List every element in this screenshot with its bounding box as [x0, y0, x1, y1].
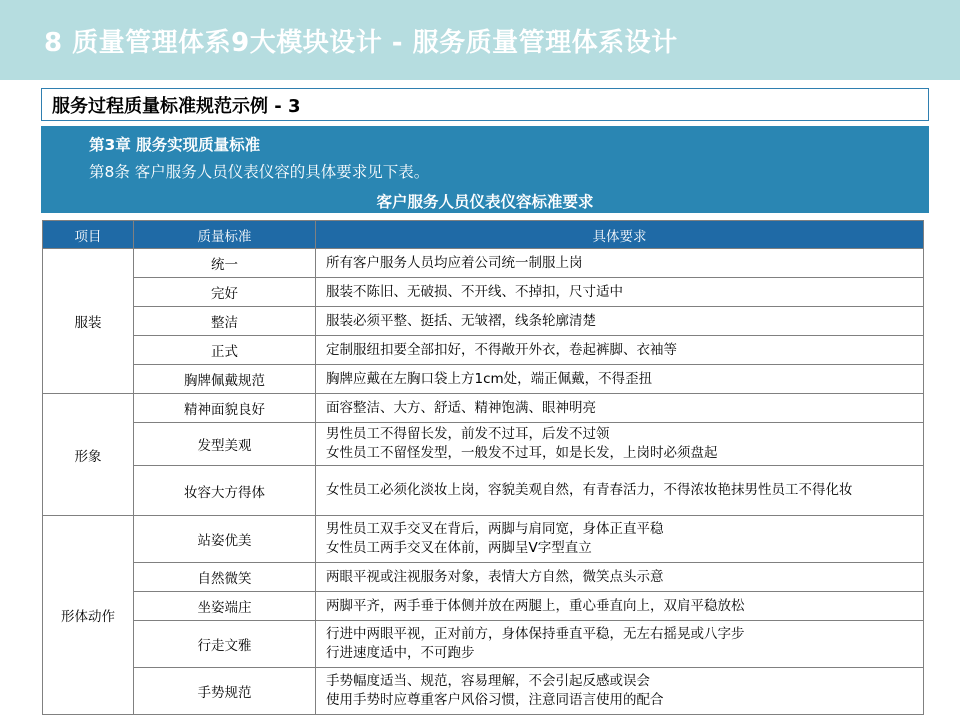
table-row [43, 668, 924, 715]
category-cell: 形体动作 [43, 516, 134, 715]
header-requirement: 具体要求 [316, 221, 924, 249]
chapter-heading: 第3章 服务实现质量标准 [89, 136, 261, 154]
table-row [43, 365, 924, 394]
table-header [43, 221, 924, 249]
requirement-cell [316, 278, 924, 307]
standard-cell: 手势规范 [134, 668, 316, 715]
header-item: 项目 [43, 221, 134, 249]
table-row [43, 336, 924, 365]
table-body [43, 249, 924, 715]
requirement-line: 使用手势时应尊重客户风俗习惯，注意同语言使用的配合 [326, 692, 664, 708]
table-row [43, 516, 924, 563]
standard-cell: 完好 [134, 278, 316, 307]
header-standard: 质量标准 [134, 221, 316, 249]
requirement-cell [316, 307, 924, 336]
intro-panel [41, 126, 929, 213]
standards-table [42, 220, 924, 715]
requirement-cell [316, 249, 924, 278]
section-subtitle: 服务过程质量标准规范示例 - 3 [52, 95, 301, 117]
standard-cell: 胸牌佩戴规范 [134, 365, 316, 394]
requirement-cell [316, 563, 924, 592]
requirement-cell [316, 336, 924, 365]
requirement-cell [316, 423, 924, 466]
requirement-line: 定制服纽扣要全部扣好，不得敞开外衣，卷起裤脚、衣袖等 [326, 341, 677, 358]
table-row [43, 278, 924, 307]
requirement-cell [316, 621, 924, 668]
requirement-line: 两脚平齐，两手垂于体侧并放在两腿上，重心垂直向上，双肩平稳放松 [326, 597, 745, 614]
requirement-cell [316, 668, 924, 715]
standard-cell: 妆容大方得体 [134, 466, 316, 516]
requirement-line: 女性员工不留怪发型，一般发不过耳，如是长发，上岗时必须盘起 [326, 445, 718, 461]
requirement-line: 手势幅度适当、规范，容易理解，不会引起反感或误会 [326, 673, 650, 689]
requirement-line: 行进中两眼平视，正对前方，身体保持垂直平稳，无左右摇晃或八字步 [326, 626, 745, 642]
page-title: 8 质量管理体系9大模块设计 - 服务质量管理体系设计 [44, 27, 678, 58]
article-text: 第8条 客户服务人员仪表仪容的具体要求见下表。 [89, 163, 430, 181]
requirement-line: 两眼平视或注视服务对象，表情大方自然，微笑点头示意 [326, 568, 664, 585]
standard-cell: 发型美观 [134, 423, 316, 466]
requirement-cell [316, 466, 924, 516]
requirement-line: 行进速度适中，不可跑步 [326, 645, 475, 661]
requirement-line: 所有客户服务人员均应着公司统一制服上岗 [326, 254, 583, 271]
requirement-cell [316, 592, 924, 621]
standard-cell: 整洁 [134, 307, 316, 336]
requirement-line: 胸牌应戴在左胸口袋上方1cm处，端正佩戴，不得歪扭 [326, 370, 653, 387]
requirement-line: 面容整洁、大方、舒适、精神饱满、眼神明亮 [326, 399, 596, 416]
standard-cell: 正式 [134, 336, 316, 365]
table-caption: 客户服务人员仪表仪容标准要求 [376, 193, 594, 211]
requirement-line: 服装不陈旧、无破损、不开线、不掉扣，尺寸适中 [326, 283, 623, 300]
category-cell: 形象 [43, 394, 134, 516]
standard-cell: 站姿优美 [134, 516, 316, 563]
standard-cell: 精神面貌良好 [134, 394, 316, 423]
requirement-cell [316, 394, 924, 423]
table-row [43, 466, 924, 516]
standard-cell: 统一 [134, 249, 316, 278]
requirement-line: 女性员工两手交叉在体前，两脚呈V字型直立 [326, 540, 592, 556]
requirement-line: 服装必须平整、挺括、无皱褶，线条轮廓清楚 [326, 312, 596, 329]
table-row [43, 592, 924, 621]
table-row [43, 394, 924, 423]
title-bar [0, 0, 960, 80]
table-row [43, 307, 924, 336]
table-header-row [43, 221, 924, 249]
requirement-line: 男性员工双手交叉在背后，两脚与肩同宽，身体正直平稳 [326, 521, 664, 537]
standard-cell: 行走文雅 [134, 621, 316, 668]
table-row [43, 423, 924, 466]
standard-cell: 坐姿端庄 [134, 592, 316, 621]
table-row [43, 621, 924, 668]
requirement-line: 男性员工不得留长发，前发不过耳，后发不过领 [326, 426, 610, 442]
category-cell: 服装 [43, 249, 134, 394]
table-row [43, 249, 924, 278]
requirement-cell [316, 516, 924, 563]
section-subtitle-box [41, 88, 929, 121]
requirement-line: 女性员工必须化淡妆上岗，容貌美观自然，有青春活力，不得浓妆艳抹男性员工不得化妆 [326, 482, 853, 498]
table-row [43, 563, 924, 592]
standard-cell: 自然微笑 [134, 563, 316, 592]
requirement-cell [316, 365, 924, 394]
